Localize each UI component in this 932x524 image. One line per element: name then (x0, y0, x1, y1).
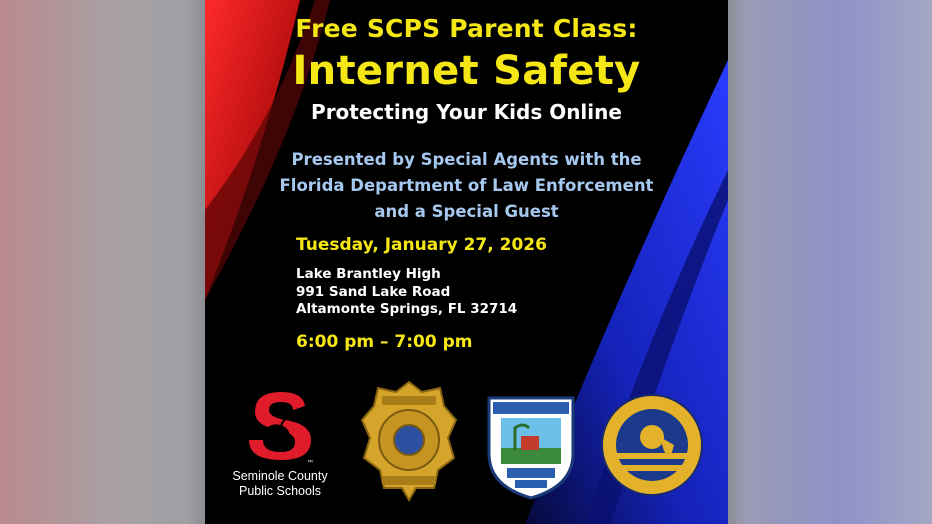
presenter-text (205, 147, 728, 225)
address-line: 991 Sand Lake Road (296, 283, 451, 300)
altamonte-police-patch-icon (485, 392, 577, 500)
scps-logo-icon (243, 388, 323, 462)
address-line: Altamonte Springs, FL 32714 (296, 301, 518, 317)
trademark-mark: ™ (307, 460, 313, 466)
heading-free-class: Free SCPS Parent Class: (295, 14, 638, 43)
event-time: 6:00 pm – 7:00 pm (296, 332, 473, 352)
scps-line: Public Schools (239, 484, 321, 498)
heading-subtitle: Protecting Your Kids Online (311, 100, 622, 124)
presenter-line: and a Special Guest (374, 202, 559, 221)
presenter-line: Florida Department of Law Enforcement (279, 176, 654, 195)
address-line: Lake Brantley High (296, 266, 441, 282)
presenter-line: Presented by Special Agents with the (291, 150, 642, 169)
scps-logo-text (217, 469, 343, 499)
special-agent-badge-icon (360, 380, 458, 502)
event-date: Tuesday, January 27, 2026 (296, 235, 547, 255)
event-address (296, 266, 517, 319)
fdle-seal-icon (600, 393, 704, 497)
event-poster (205, 0, 728, 524)
heading-internet-safety: Internet Safety (292, 48, 641, 94)
scps-line: Seminole County (232, 469, 328, 483)
